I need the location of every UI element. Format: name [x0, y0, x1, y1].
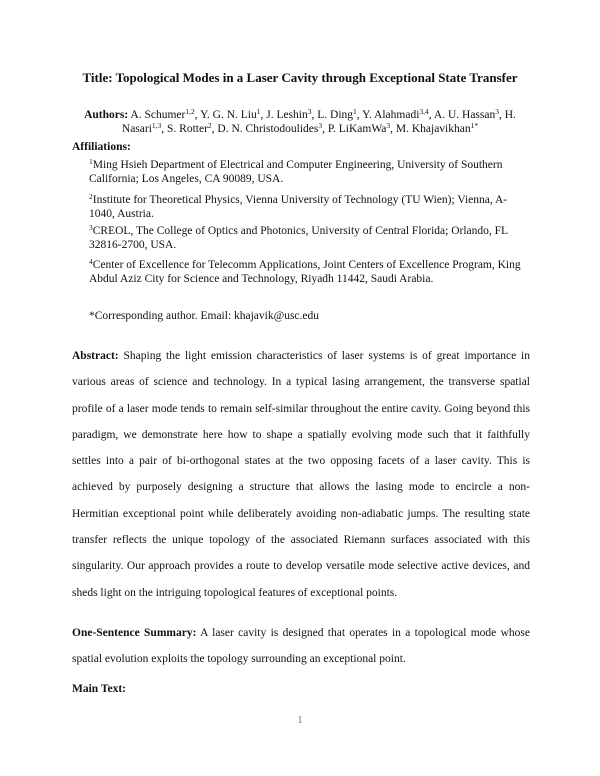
author-affiliation-mark: 1* [470, 121, 479, 130]
corresponding-author [89, 310, 319, 322]
author-affiliation-mark: 3 [318, 121, 323, 130]
affiliation-text: CREOL, The College of Optics and Photonics, University of Central Florida; Orlando, FL 32816-2700, USA. [89, 225, 508, 251]
affiliation-text: Institute for Theoretical Physics, Vienna University of Technology (TU Wien); Vienna, A-1040, Austria. [89, 194, 508, 220]
paper-title: Title: Topological Modes in a Laser Cavity through Exceptional State Transfer [82, 70, 518, 85]
affiliation-number: 2 [89, 192, 93, 201]
affiliation-item [89, 158, 529, 186]
affiliation-item [89, 224, 529, 252]
affiliation-item [89, 193, 529, 221]
author-list [70, 108, 530, 136]
main-text-heading: Main Text: [72, 683, 126, 695]
author-affiliation-mark: 3 [495, 107, 499, 116]
summary-label: One-Sentence Summary: [72, 627, 197, 639]
abstract-label: Abstract: [72, 350, 119, 362]
author-name: J. Leshin [266, 109, 308, 121]
author-name: D. N. Christodoulides [217, 123, 319, 135]
author-affiliation-mark: 2 [207, 121, 212, 130]
author-affiliation-mark: 3 [307, 107, 312, 116]
affiliation-text: Center of Excellence for Telecomm Applications, Joint Centers of Excellence Program, King Abdul Aziz City for Science and Technology, Riyadh 11442, Saudi Arabia. [89, 259, 521, 285]
affiliation-number: 1 [89, 157, 93, 166]
author-name: L. Ding [317, 109, 354, 121]
affiliation-item [89, 258, 529, 286]
author-name: M. Khajavikhan [395, 123, 471, 135]
author-affiliation-mark: 3 [386, 121, 391, 130]
authors-label: Authors: [84, 109, 129, 121]
author-name: H. Nasari [121, 109, 516, 135]
affiliation-number: 3 [89, 223, 93, 232]
author-affiliation-mark: 1,2 [185, 107, 195, 116]
author-name: Y. G. N. Liu [200, 109, 257, 121]
author-affiliation-mark: 1 [353, 107, 357, 116]
affiliation-number: 4 [89, 257, 93, 266]
summary-text: A laser cavity is designed that operates in a topological mode whose spatial evolution exploits the topology surrounding an exceptional point. [72, 627, 531, 666]
author-name: A. U. Hassan [433, 109, 496, 121]
author-affiliation-mark: 3,4 [419, 107, 429, 116]
summary-section [72, 620, 530, 673]
abstract-text: Shaping the light emission characteristics of laser systems is of great importance in various areas of science and technology. In a typical lasing arrangement, the transverse spatial profile of a laser mode tends to remain self-similar throughout the entire cavity. Going beyond this paradigm, we demonstrate here how to shape a spatially evolving mode such that it faithfully settles into a pair of bi-orthogonal states at the two opposing facets of a laser cavity. This is achieved by purposely designing a structure that allows the lasing mode to encircle a non-Hermitian exceptional point while deliberately avoiding non-adiabatic jumps. The resulting state transfer reflects the unique topology of the associated Riemann surfaces associated with this singularity. Our approach provides a route to develop versatile mode selective active devices, and sheds light on the intriguing topological features of exceptional points. [72, 350, 530, 599]
author-affiliation-mark: 1,3 [151, 121, 162, 130]
author-names: A. Schumer$^{1,2}$, Y. G. N. Liu$^1$, J. Leshin$^3$, L. Ding$^1$, Y. Alahmadi$^{3,4}$, A. U. Hassan$^3$, H. Nasari$^{1,3}$, S. Rotter$^2$, D. N. Christodoulides$^3$, P. LiKamWa$^3$, M. Khajavikhan$^{1*}$ [121, 107, 516, 135]
page-number: 1 [297, 715, 303, 726]
author-name: Y. Alahmadi [362, 109, 420, 121]
corresponding-email-text: *Corresponding author. Email: khajavik@usc.edu [89, 310, 320, 322]
author-affiliation-mark: 1 [256, 107, 261, 116]
affiliation-text: Ming Hsieh Department of Electrical and Computer Engineering, University of Southern California; Los Angeles, CA 90089, USA. [89, 159, 503, 185]
author-name: P. LiKamWa [327, 123, 387, 135]
abstract-section [72, 343, 530, 606]
author-name: S. Rotter [167, 123, 208, 135]
affiliations-heading: Affiliations: [72, 141, 131, 153]
author-name: A. Schumer [130, 109, 186, 121]
